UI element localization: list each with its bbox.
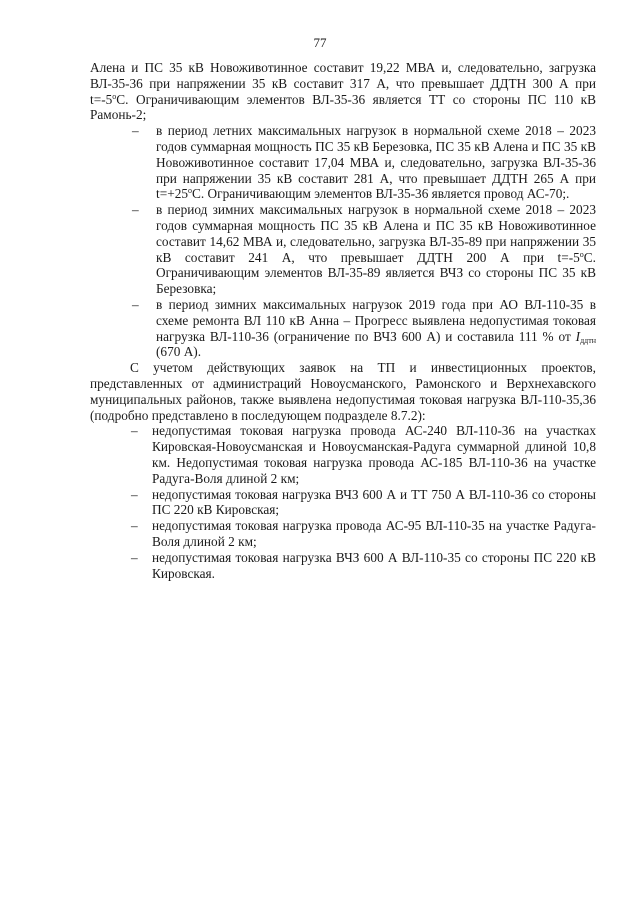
list-dash: – (131, 423, 138, 439)
list-item (90, 202, 596, 297)
list-item (90, 123, 596, 202)
list-item-text: недопустимая токовая нагрузка ВЧЗ 600 А и ТТ 750 А ВЛ-110-36 со стороны ПС 220 кВ Кировская; (152, 486, 596, 518)
list-item-text-end: С. Ограничивающим элементов ВЛ-35-36 является провод АС-70;. (192, 186, 570, 202)
degree-sign: o (188, 186, 192, 196)
list-item (90, 550, 596, 582)
continuation-paragraph (90, 60, 596, 123)
list-dash: – (132, 123, 139, 139)
list-item-text: в период зимних максимальных нагрузок 2019 года при АО ВЛ-110-35 в схеме ремонта ВЛ 110 кВ Анна – Прогресс выявлена недопустимая токовая нагрузка ВЛ-110-36 (ограничение по ВЧЗ 600 А) и составила 111 % от (156, 296, 596, 344)
list-dash: – (132, 296, 139, 312)
overload-list (90, 423, 596, 581)
list-item (90, 518, 596, 550)
list-item-text: в период летних максимальных нагрузок в нормальной схеме 2018 – 2023 годов суммарная мощность ПС 35 кВ Березовка, ПС 35 кВ Алена и ПС 35 кВ Новоживотинное составит 17,04 МВА и, следовательно, загрузка ВЛ-35-36 при напряжении 35 кВ составит 281 А, что превышает ДДТН 265 А при t=+25 (156, 123, 596, 202)
list-dash: – (131, 518, 138, 534)
continuation-text: Алена и ПС 35 кВ Новоживотинное составит 19,22 МВА и, следовательно, загрузка ВЛ-35-36 при напряжении 35 кВ составит 317 А, что превышает ДДТН 300 А при t=-5 (90, 60, 596, 107)
list-item-text: в период зимних максимальных нагрузок в нормальной схеме 2018 – 2023 годов суммарная мощность ПС 35 кВ Алена и ПС 35 кВ Новоживотинное составит 14,62 МВА и, следовательно, загрузка ВЛ-35-89 при напряжении 35 кВ составит 241 А, что превышает ДДТН 200 А при t=-5 (156, 202, 596, 265)
degree-sign: o (579, 249, 584, 259)
document-body (90, 60, 596, 581)
list-item-text: недопустимая токовая нагрузка провода АС-95 ВЛ-110-35 на участке Радуга-Воля длиной 2 км; (152, 518, 596, 549)
current-symbol: I (575, 328, 581, 344)
list-item-text: недопустимая токовая нагрузка ВЧЗ 600 А ВЛ-110-35 со стороны ПС 220 кВ Кировская. (152, 549, 596, 581)
page-number: 77 (313, 35, 327, 50)
list-item (90, 487, 596, 519)
load-conditions-list (90, 123, 596, 360)
current-subscript: ддтн (580, 335, 596, 345)
main-paragraph: С учетом действующих заявок на ТП и инвестиционных проектов, представленных от администраций Новоусманского, Рамонского и Верхнехавского муниципальных районов, также выявлена недопустимая токовая нагрузка ВЛ-110-35,36 (подробно представлено в последующем подразделе 8.7.2): (90, 360, 596, 423)
list-dash: – (132, 202, 139, 218)
list-item-text-end: (670 А). (156, 344, 202, 360)
list-item-text-end: С. Ограничивающим элементов ВЛ-35-89 является ВЧЗ со стороны ПС 35 кВ Березовка; (156, 249, 596, 297)
list-dash: – (131, 549, 138, 565)
list-item-text: недопустимая токовая нагрузка провода АС-240 ВЛ-110-36 на участках Кировская-Новоусманская и Новоусманская-Радуга суммарной длиной 10,8 км. Недопустимая токовая нагрузка провода АС-185 ВЛ-110-36 на участке Радуга-Воля длиной 2 км; (152, 423, 596, 486)
degree-sign: o (112, 91, 117, 101)
list-dash: – (131, 486, 138, 502)
list-item (90, 297, 596, 360)
list-item (90, 423, 596, 486)
continuation-text-end: С. Ограничивающим элементов ВЛ-35-36 является ТТ со стороны ПС 110 кВ Рамонь-2; (90, 91, 596, 123)
